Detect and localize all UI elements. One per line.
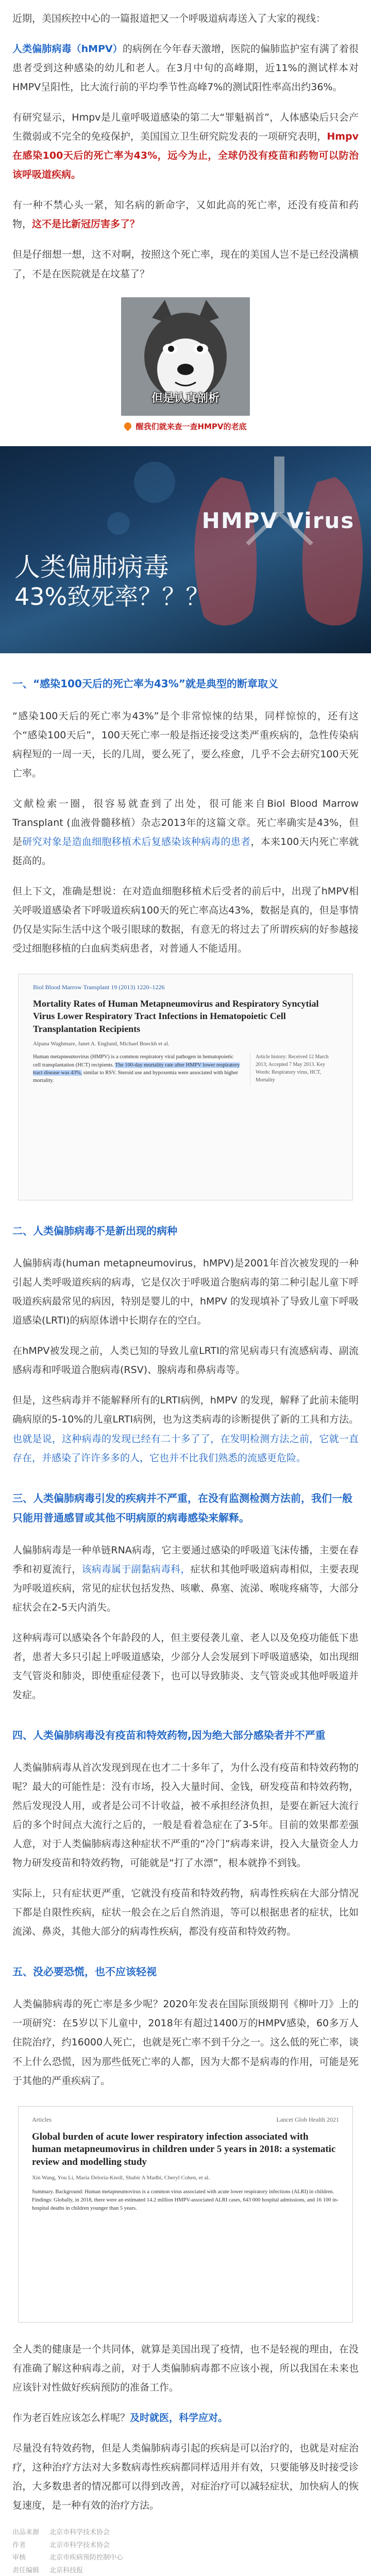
intro-paragraph: 但是仔细想一想，这不对啊，按照这个死亡率，现在的美国人岂不是已经没满横了，不是在医院就是在坟墓了？	[12, 249, 359, 280]
meme-banner	[12, 421, 359, 432]
body-text: 作为老百姓应该怎么样呢？	[12, 2412, 130, 2424]
lancet-summary: Summary. Background: Human metapneumovirus is a common virus associated with acute lower respiratory infections (ALRI) in children. Findings: Globally, in 2018, there were an estimated 14.2 million HMPV-associated ALRI cases, 643 000 hospital admissions, and 16 100 in-hospital deaths in children younger than 5 years.	[32, 2189, 339, 2211]
credit-value: 北京科技报	[49, 2567, 83, 2575]
body-text: 但是，这些病毒并不能解释所有的LRTI病例，hMPV 的发现，解释了此前未能明确病原的5-10%的儿童LRTI病例，也为这类病毒的诊断提供了新的工具和方法。	[12, 1395, 359, 1426]
cover-title	[14, 552, 209, 611]
section-heading: 三、人类偏肺病毒引发的疾病并不严重，在没有监测检测方法前，我们一般只能用普通感冒或其他不明病原的病毒感染来解释。	[12, 1492, 352, 1524]
body-paragraph: “感染100天后的死亡率为43%”是个非常惊悚的结果，同样惊惊的，还有这个“感染100天后”，100天死亡率一般是指还接受这类严重疾病的，急性传染病病程短的一周一天，长的几周，要么死了，要么痊愈，几乎不会去研究100天死亡率。	[12, 710, 359, 779]
intro-paragraph	[12, 40, 359, 97]
paper-screenshot	[18, 974, 353, 1200]
credit-label: 责任编辑	[12, 2567, 40, 2575]
credit-value: 北京市疾病预防控制中心	[49, 2554, 124, 2562]
body-paragraph: 在hMPV被发现之前，人类已知的导致儿童LRTI的常见病毒只有流感病毒、副流感病毒和呼吸道合胞病毒(RSV)、腺病毒和鼻病毒等。	[12, 1345, 359, 1376]
body-text: 文献检索一圈，很容易就查到了出处，很可能来自Biol Blood Marrow Transplant (血液骨髓移植）杂志2013年的这篇文章。死亡率确实是43%，但是	[12, 798, 359, 848]
credit-row	[12, 2527, 359, 2539]
body-paragraph	[12, 794, 359, 871]
body-paragraph: 人类偏肺病毒从首次发现到现在也才二十多年了，为什么没有疫苗和特效药物的呢？最大的可能性是：没有市场，投入大量时间、金钱，研发疫苗和特效药物，然后发现没人用，或者是公司不计收益，被不承担经济负担，是要在新冠大流行后的多个时间点大流行之后的，一般是看着急症在了3-5年。目前的效果都差强人意，对于人类偏肺病毒这种症状不严重的“冷门”病毒来讲，投入大量资金人力物力研发疫苗和特效药物，可能就是“打了水漂”，根本就挣不到钱。	[12, 1761, 359, 1869]
emphasis-text: 也就是说，这种病毒的发现已经有二十多了了，在发明检测方法之前，它就一直存在，并感染了许许多多的人，它也并不比我们熟悉的流感更危险。	[12, 1433, 359, 1464]
intro-text: 有研究显示，Hmpv是儿童呼吸道感染的第二大“罪魁祸首”，人体感染后只会产生微弱或不完全的免疫保护，美国国立卫生研究院发表的一项研究表明，	[12, 112, 359, 143]
lancet-title: Global burden of acute lower respiratory infection associated with human metapneumovirus in children under 5 years in 2018: a systematic review and modelling study	[32, 2131, 336, 2167]
intro-paragraph: 近期，美国疾控中心的一篇报道把又一个呼吸道病毒送入了大家的视线：	[12, 13, 326, 24]
intro-paragraph	[12, 196, 359, 234]
credit-row	[12, 2552, 359, 2565]
body-text: ，本来100天内死亡率就挺高的。	[12, 836, 359, 867]
body-paragraph: 人偏肺病毒(human metapneumovirus，hMPV)是2001年首次被发现的一种引起人类呼吸道疾病的病毒，它是仅次于呼吸道合胞病毒的第二种引起儿童下呼吸道疾病最常见的病因，特别是婴儿的中，hMPV 的发现填补了导致儿童下呼吸道感染(LRTI)的病原体谱中长期存在的空白。	[12, 1258, 359, 1327]
lancet-header	[32, 2116, 339, 2124]
body-paragraph: 这种病毒可以感染各个年龄段的人，但主要侵袭儿童、老人以及免疫功能低下患者，患者大多只引起上呼吸道感染，少部分人会发展到下呼吸道感染，如出现细支气管炎和肺炎，即使重症侵袭下，也可以导致肺炎、支气管炎或其他呼吸道并发症。	[12, 1632, 359, 1701]
husky-meme-image	[121, 297, 250, 416]
body-paragraph: 人类偏肺病毒的死亡率是多少呢？2020年发表在国际顶级期刊《柳叶刀》上的一项研究：在5岁以下儿童中，2018年有超过1400万的HMPV感染，60多万人住院治疗，约16000人死亡，也就是死亡率不到千分之一。这么低的死亡率，谈不上什么恐慌，因为那些低死亡率的人都，因为大都不是病毒的作用，可能是死于其他的严重疾病了。	[12, 1998, 359, 2087]
hmpv-term: 人类偏肺病毒（hMPV）	[12, 43, 123, 55]
lancet-authors: Xin Wang, You Li, Maria Deloria-Knoll, Shabir A Madhi, Cheryl Cohen, et al.	[32, 2174, 210, 2181]
paper-abstract	[33, 1053, 242, 1084]
article-credits	[12, 2527, 359, 2576]
lancet-paper-screenshot	[18, 2106, 353, 2323]
credit-label: 审核	[12, 2554, 26, 2562]
emphasis-text: 该病毒属于副黏病毒科，	[81, 1563, 191, 1575]
paper-authors: Alpana Waghmare, Janet A. Englund, Michael Boeckh et al.	[33, 1041, 170, 1047]
section-heading: 二、人类偏肺病毒不是新出现的病种	[12, 1225, 177, 1238]
advice-text: 及时就医，科学应对。	[130, 2412, 228, 2424]
lancet-journal: Lancet Glob Health 2021	[276, 2115, 339, 2123]
abstract-text: similar to RSV. Steroid use and hypoxemia were associated with higher mortality.	[33, 1070, 239, 1084]
credit-label: 作者	[12, 2541, 26, 2549]
section-heading: 四、人类偏肺病毒没有疫苗和特效药物,因为绝大部分感染者并不严重	[12, 1728, 326, 1741]
body-text: 人偏肺病毒是一种单链RNA病毒，它主要通过感染的呼吸道飞沫传播，主要在春季和初夏流行，	[12, 1544, 359, 1575]
abstract-highlight: The 100-day mortality rate after HMPV lower respiratory tract disease was 43%,	[33, 1062, 240, 1076]
cover-title-line: 人类偏肺病毒	[14, 552, 169, 582]
cover-virus-label: HMPV Virus	[201, 507, 355, 533]
fire-icon	[123, 421, 133, 431]
intro-text: 有一种不禁心头一紧，知名病的新命字，又如此高的死亡率，还没有疫苗和药物，	[12, 199, 359, 230]
intro-text: 的病例在今年春天激增，医院的偏肺监护室有满了着很患者受到这种感染的幼儿和老人。在3月中旬的高峰期，近11%的测试样本对HMPV呈阳性，比大流行前的平均季节性高峰7%的测试阳性率高出约36%。	[12, 43, 359, 93]
abstract-text: Human metapneumovirus (HMPV) is a common respiratory viral pathogen in hematopoietic cell transplantation (HCT) recipients.	[33, 1054, 233, 1068]
lung-illustration-icon	[0, 446, 371, 653]
body-text: 症状和其他呼吸道病毒相似，主要表现为呼吸道疾病，常见的症状包括发热、咳嗽、鼻塞、流涕、喉咙疼痛等，大部分症状会在2-5天内消失。	[12, 1563, 359, 1613]
lancet-type: Articles	[32, 2115, 52, 2123]
credit-value: 北京市科学技术协会	[49, 2541, 110, 2549]
body-paragraph: 但上下文，准确是想说：在对造血细胞移植术后受者的前后中，出现了hMPV相关呼吸道感染者下呼吸道疾病100天的死亡率高达43%，数据是真的，但是事情仍仅是实际生活中这个吸引眼球的数据，有意无的将过去了所谓疾病的好参越接受过细胞移植的白血病类病患者，对普通人不能适用。	[12, 885, 359, 955]
cover-image	[0, 446, 371, 653]
credit-value: 北京市科学技术协会	[49, 2529, 110, 2536]
paper-title: Mortality Rates of Human Metapneumovirus and Respiratory Syncytial Virus Lower Respiratory Tract Infections in Hematopoietic Cell Transplantation Recipients	[33, 998, 319, 1034]
body-paragraph	[12, 2409, 359, 2428]
body-paragraph: 实际上，只有症状更严重，它就没有疫苗和特效药物，病毒性疾病在大部分情况下都是自限性疾病，症状一般会在之后自然消退，等可以根据患者的症状，比如流涕、鼻炎，其他大部分的病毒性疾病，都没有疫苗和特效药物。	[12, 1888, 359, 1938]
paper-body	[33, 1053, 338, 1084]
credit-label: 出品来源	[12, 2529, 40, 2536]
body-paragraph: 尽量没有特效药物，但是人类偏肺病毒引起的疾病是可以治疗的，也就是对症治疗，这种治疗方法对大多数病毒性疾病都同样适用并有效，只要能够及时接受诊治，大多数患者的情况都可以得到改善，对症治疗可以减轻症状，加快病人的恢复速度，是一种有效的治疗方法。	[12, 2442, 359, 2511]
body-paragraph	[12, 1541, 359, 1617]
intro-paragraph	[12, 108, 359, 184]
covid-comparison: 这不是比新冠厉害多了？	[32, 218, 140, 230]
section-heading: 一、“感染100天后的死亡率为43%”就是典型的断章取义	[12, 677, 278, 690]
credit-row	[12, 2539, 359, 2552]
meme-caption: 但是认真剖析	[151, 392, 220, 405]
body-paragraph	[12, 1391, 359, 1467]
paper-journal: Biol Blood Marrow Transplant 19 (2013) 1220–1226	[33, 984, 165, 991]
paper-article-info: Article history: Received 12 March 2013; Accepted 7 May 2013. Key Words: Respiratory virus, HCT, Mortality	[250, 1053, 338, 1084]
meme-banner-text: 醒我们就来查一查HMPV的老底	[136, 421, 247, 431]
mortality-claim: Hmpv在感染100天后的死亡率为43%，远今为止，全球仍没有疫苗和药物可以防治该呼吸道疾病。	[12, 131, 359, 181]
body-paragraph: 全人类的健康是一个共同体，就算是美国出现了疫情，也不是轻视的理由，在没有准确了解这种病毒之前，对于人类偏肺病毒都不应该小视，所以我国在未来也应该针对性做好疾病预防的准备工作。	[12, 2343, 359, 2393]
cover-title-line: 43%致死率？？？	[14, 582, 210, 611]
credit-row	[12, 2565, 359, 2576]
study-subject: 研究对象是造血细胞移植术后复感染该种病毒的患者	[22, 836, 251, 848]
section-heading: 五、没必要恐慌，也不应该轻视	[12, 1965, 157, 1978]
